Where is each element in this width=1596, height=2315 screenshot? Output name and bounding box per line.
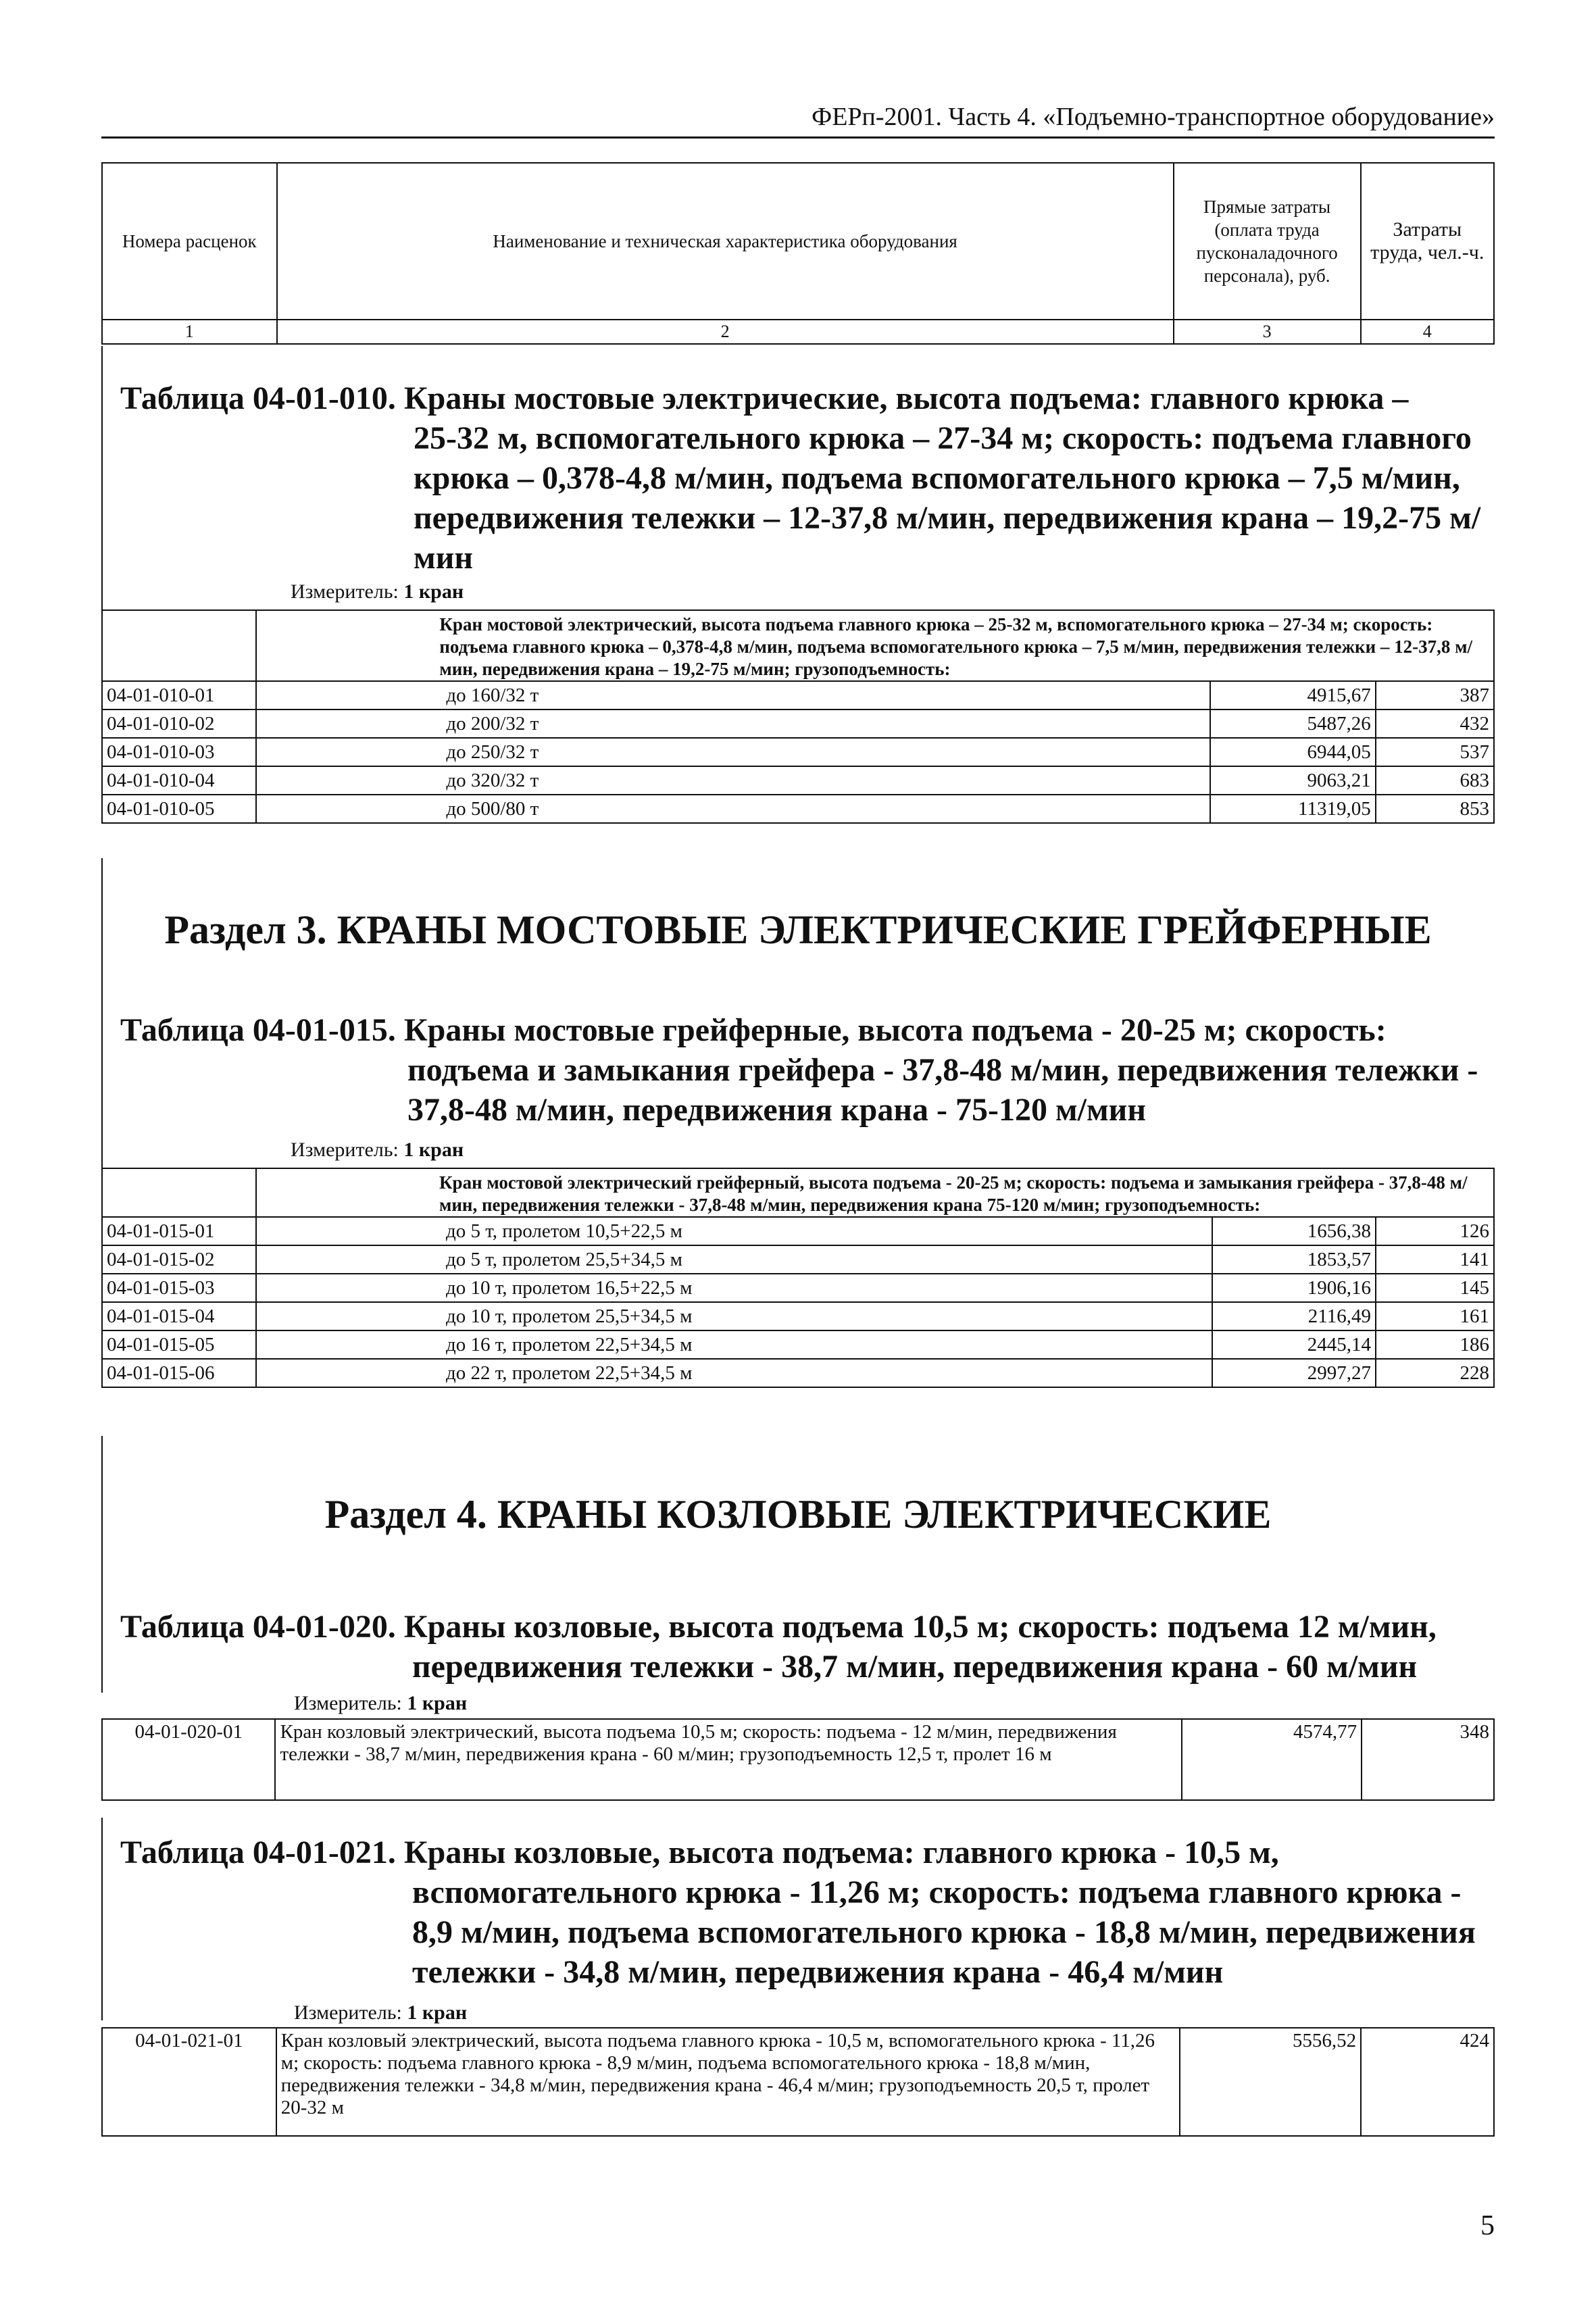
measure-value: 1 кран: [403, 580, 464, 603]
table-015: [101, 1168, 1495, 1388]
rate-code: 04-01-015-06: [102, 1359, 256, 1387]
table-015-description: Кран мостовой электрический грейферный, высота подъема - 20-25 м; скорость: подъема и замыкания грейфера - 37,8-48 м/мин, передвижения тележки - 37,8-48 м/мин, передвижения крана 75-120 м/мин; грузоподъемность:: [256, 1168, 1494, 1217]
rate-cost: 4915,67: [1210, 681, 1375, 710]
table-row: [102, 2028, 1494, 2136]
rate-code: 04-01-020-01: [102, 1719, 275, 1800]
frame-line: [101, 1818, 103, 2020]
col-number-1: 1: [102, 320, 277, 344]
table-021: [101, 2027, 1495, 2137]
rate-name: до 160/32 т: [256, 681, 1210, 710]
column-header-table: [101, 162, 1495, 345]
col-header-codes: Номера расценок: [102, 163, 277, 320]
rate-code: 04-01-015-04: [102, 1302, 256, 1330]
table-row: [102, 681, 1494, 710]
measure-value: 1 кран: [407, 1692, 468, 1714]
col-number-2: 2: [277, 320, 1174, 344]
frame-line: [101, 1436, 103, 1693]
table-row: [102, 738, 1494, 766]
rate-cost: 1906,16: [1212, 1274, 1376, 1302]
rate-labor: 126: [1376, 1217, 1494, 1245]
rate-name: до 5 т, пролетом 25,5+34,5 м: [256, 1245, 1212, 1274]
table-row: [102, 1274, 1494, 1302]
rate-labor: 348: [1362, 1719, 1494, 1800]
rate-name: до 250/32 т: [256, 738, 1210, 766]
table-015-title-cont: подъема и замыкания грейфера - 37,8-48 м/мин, передвижения тележки - 37,8-48 м/мин, передвижения крана - 75-120 м/мин: [407, 1052, 1478, 1128]
table-row: [102, 766, 1494, 795]
col-header-labor: Затраты труда, чел.-ч.: [1361, 163, 1494, 320]
table-021-title-lead: Таблица 04-01-021. Краны козловые, высота подъема: главного крюка - 10,5 м,: [120, 1835, 1279, 1870]
measure-label: Измеритель:: [291, 1139, 399, 1161]
table-row: [102, 1330, 1494, 1359]
rate-code: 04-01-010-01: [102, 681, 256, 710]
col-number-3: 3: [1174, 320, 1361, 344]
table-row: [102, 1302, 1494, 1330]
rate-cost: 5487,26: [1210, 710, 1375, 738]
table-row: [102, 1245, 1494, 1274]
table-row: [102, 710, 1494, 738]
table-010-measure: [291, 579, 464, 605]
table-row: [102, 795, 1494, 823]
rate-cost: 1656,38: [1212, 1217, 1376, 1245]
rate-cost: 2997,27: [1212, 1359, 1376, 1387]
table-row: [102, 1719, 1494, 1800]
col-header-cost: Прямые затраты (оплата труда пусконаладочного персонала), руб.: [1174, 163, 1361, 320]
running-header: ФЕРп-2001. Часть 4. «Подъемно-транспортное оборудование»: [101, 100, 1495, 139]
measure-label: Измеритель:: [294, 2001, 402, 2024]
table-015-measure: [291, 1137, 464, 1163]
rate-name: до 10 т, пролетом 16,5+22,5 м: [256, 1274, 1212, 1302]
table-row: [102, 1217, 1494, 1245]
page-number: 5: [1480, 2210, 1495, 2241]
table-020-title-lead: Таблица 04-01-020. Краны козловые, высота подъема 10,5 м; скорость: подъема 12 м/мин,: [120, 1609, 1437, 1645]
col-header-name: Наименование и техническая характеристика оборудования: [277, 163, 1174, 320]
rate-labor: 424: [1361, 2028, 1494, 2136]
rate-code: 04-01-010-04: [102, 766, 256, 795]
rate-name: до 320/32 т: [256, 766, 1210, 795]
rate-name: Кран козловый электрический, высота подъема 10,5 м; скорость: подъема - 12 м/мин, передвижения тележки - 38,7 м/мин, передвижения крана - 60 м/мин; грузоподъемность 12,5 т, пролет 16 м: [275, 1719, 1181, 1800]
rate-name: до 16 т, пролетом 22,5+34,5 м: [256, 1330, 1212, 1359]
table-010-title: [120, 378, 1501, 578]
measure-value: 1 кран: [407, 2001, 468, 2024]
rate-code: 04-01-010-02: [102, 710, 256, 738]
rate-labor: 683: [1376, 766, 1494, 795]
rate-code: 04-01-021-01: [102, 2028, 276, 2136]
rate-code: 04-01-015-01: [102, 1217, 256, 1245]
table-010-title-cont: 25-32 м, вспомогательного крюка – 27-34 м; скорость: подъема главного крюка – 0,378-4,8 м/мин, подъема вспомогательного крюка – 7,5 м/мин, передвижения тележки – 12-37,8 м/мин, передвижения крана – 19,2-75 м/мин: [414, 420, 1481, 576]
rate-labor: 537: [1376, 738, 1494, 766]
measure-label: Измеритель:: [291, 580, 399, 603]
rate-name: до 10 т, пролетом 25,5+34,5 м: [256, 1302, 1212, 1330]
rate-labor: 228: [1376, 1359, 1494, 1387]
rate-labor: 186: [1376, 1330, 1494, 1359]
table-row: [102, 1359, 1494, 1387]
table-010-description: Кран мостовой электрический, высота подъема главного крюка – 25-32 м, вспомогательного крюка – 27-34 м; скорость: подъема главного крюка – 0,378-4,8 м/мин, подъема вспомогательного крюка – 7,5 м/мин, передвижения тележки – 12-37,8 м/мин, передвижения крана – 19,2-75 м/мин; грузоподъемность:: [256, 610, 1494, 681]
rate-labor: 387: [1376, 681, 1494, 710]
table-015-title-lead: Таблица 04-01-015. Краны мостовые грейферные, высота подъема - 20-25 м; скорость:: [120, 1012, 1387, 1048]
table-020: [101, 1718, 1495, 1801]
col-number-4: 4: [1361, 320, 1494, 344]
rate-name: до 500/80 т: [256, 795, 1210, 823]
table-015-title: [120, 1010, 1501, 1130]
table-010: [101, 609, 1495, 824]
rate-cost: 6944,05: [1210, 738, 1375, 766]
rate-labor: 145: [1376, 1274, 1494, 1302]
table-020-measure: [294, 1691, 467, 1716]
table-021-title-cont: вспомогательного крюка - 11,26 м; скорость: подъема главного крюка - 8,9 м/мин, подъема вспомогательного крюка - 18,8 м/мин, передвижения тележки - 34,8 м/мин, передвижения крана - 46,4 м/мин: [412, 1874, 1476, 1990]
rate-name: Кран козловый электрический, высота подъема главного крюка - 10,5 м, вспомогательного крюка - 11,26 м; скорость: подъема главного крюка - 8,9 м/мин, подъема вспомогательного крюка - 18,8 м/мин, передвижения тележки - 34,8 м/мин, передвижения крана - 46,4 м/мин; грузоподъемность 20,5 т, пролет 20-32 м: [276, 2028, 1180, 2136]
frame-line: [101, 858, 103, 1169]
table-010-title-lead: Таблица 04-01-010. Краны мостовые электрические, высота подъема: главного крюка –: [120, 380, 1409, 416]
rate-code: 04-01-010-03: [102, 738, 256, 766]
rate-cost: 1853,57: [1212, 1245, 1376, 1274]
rate-cost: 9063,21: [1210, 766, 1375, 795]
table-021-measure: [294, 2000, 467, 2026]
frame-line: [101, 346, 103, 609]
rate-cost: 2445,14: [1212, 1330, 1376, 1359]
section-4-heading: Раздел 4. КРАНЫ КОЗЛОВЫЕ ЭЛЕКТРИЧЕСКИЕ: [324, 1492, 1272, 1537]
section-3-heading: Раздел 3. КРАНЫ МОСТОВЫЕ ЭЛЕКТРИЧЕСКИЕ ГРЕЙФЕРНЫЕ: [164, 907, 1432, 952]
rate-code: 04-01-015-03: [102, 1274, 256, 1302]
rate-cost: 4574,77: [1182, 1719, 1362, 1800]
rate-cost: 2116,49: [1212, 1302, 1376, 1330]
rate-code: 04-01-015-02: [102, 1245, 256, 1274]
rate-name: до 22 т, пролетом 22,5+34,5 м: [256, 1359, 1212, 1387]
rate-labor: 432: [1376, 710, 1494, 738]
table-020-title: [120, 1607, 1501, 1687]
rate-labor: 141: [1376, 1245, 1494, 1274]
table-021-title: [120, 1833, 1501, 1992]
rate-name: до 5 т, пролетом 10,5+22,5 м: [256, 1217, 1212, 1245]
rate-code: 04-01-010-05: [102, 795, 256, 823]
rate-name: до 200/32 т: [256, 710, 1210, 738]
rate-labor: 161: [1376, 1302, 1494, 1330]
measure-label: Измеритель:: [294, 1692, 402, 1714]
rate-cost: 5556,52: [1180, 2028, 1361, 2136]
rate-code: 04-01-015-05: [102, 1330, 256, 1359]
table-020-title-cont: передвижения тележки - 38,7 м/мин, передвижения крана - 60 м/мин: [412, 1649, 1418, 1685]
rate-cost: 11319,05: [1210, 795, 1375, 823]
rate-labor: 853: [1376, 795, 1494, 823]
measure-value: 1 кран: [403, 1139, 464, 1161]
